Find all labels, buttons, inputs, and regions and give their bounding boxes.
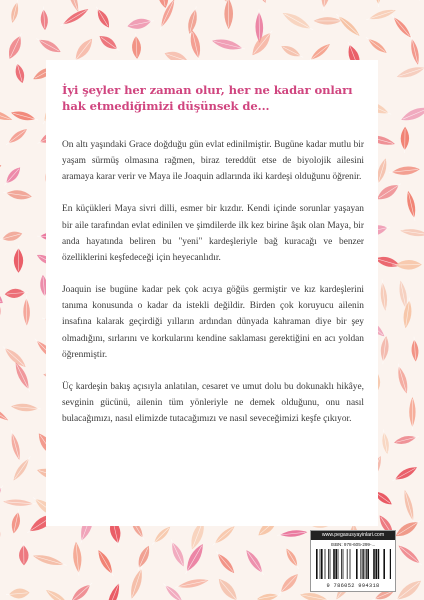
leaf-icon — [392, 577, 424, 600]
barcode-bar — [333, 549, 335, 579]
barcode-bar — [330, 549, 331, 579]
publisher-url: www.pegasusyayinlari.com — [311, 531, 395, 540]
barcode-bar — [350, 549, 351, 579]
barcode-bar — [321, 549, 323, 579]
leaf-icon — [44, 587, 73, 600]
leaf-icon — [93, 5, 112, 30]
leaf-icon — [0, 468, 2, 485]
barcode-bar — [347, 549, 348, 579]
leaf-icon — [69, 580, 95, 600]
leaf-icon — [391, 464, 419, 484]
leaf-icon — [131, 33, 141, 59]
leaf-icon — [92, 0, 123, 2]
leaf-icon — [0, 134, 2, 160]
isbn-text: ISBN: 978-605-299-... — [330, 542, 376, 547]
leaf-icon — [167, 538, 187, 568]
leaf-icon — [8, 429, 22, 460]
barcode-bar — [338, 549, 339, 579]
leaf-icon — [0, 581, 2, 600]
paragraph-3: Joaquin ise bugüne kadar pek çok acıya göğüs germiştir ve kız kardeşlerini tanıma konusunda o kadar da istekli değildir. Birden çok koruyucu ailenin insafına kalarak geçirdiği yılların ardından dünyada kahraman diye bir şey olmadığını, sırlarını ve korkularını kendine saklaması gerektiğini en acı yoldan öğrenmiştir. — [62, 285, 364, 360]
leaf-icon — [10, 508, 23, 534]
leaf-icon — [405, 190, 418, 221]
barcode-label — [310, 530, 396, 592]
barcode-bar — [367, 549, 369, 579]
paragraph-4: Üç kardeşin bakış açısıyla anlatılan, cesaret ve umut dolu bu dokunaklı hikâye, sevginin gücünü, ailenin tüm yönleriyle ne demek olduğunu, onu nasıl bulacağımızı, nasıl elimizde tutacağımızı ve nasıl seveceğimizi keşfe çıkıyor. — [62, 381, 364, 425]
leaf-icon — [399, 103, 424, 124]
leaf-icon — [379, 279, 388, 311]
leaf-icon — [186, 6, 200, 35]
barcode-bar — [328, 549, 329, 579]
leaf-icon — [11, 403, 42, 413]
leaf-icon — [104, 579, 123, 600]
leaf-icon — [396, 63, 424, 80]
barcode-digits: 9 786052 994318 — [326, 583, 380, 589]
leaf-icon — [400, 227, 424, 238]
leaf-icon — [128, 565, 146, 600]
leaf-icon — [134, 544, 152, 572]
barcode-bar — [362, 549, 363, 579]
leaf-icon — [34, 35, 62, 56]
leaf-icon — [97, 33, 122, 55]
leaf-icon — [150, 524, 172, 546]
leaf-icon — [392, 260, 422, 270]
leaf-icon — [364, 35, 388, 56]
leaf-icon — [63, 0, 81, 13]
barcode-bar — [383, 549, 385, 579]
leaf-icon — [319, 0, 332, 11]
leaf-icon — [281, 9, 316, 33]
leaf-icon — [380, 429, 390, 454]
leaf-icon — [256, 592, 281, 600]
leaf-icon — [374, 254, 404, 270]
headline: İyi şeyler her zaman olur, her ne kadar onları hak etmediğimizi düşünsek de... — [62, 83, 353, 114]
barcode-bar — [373, 549, 375, 579]
leaf-icon — [0, 229, 23, 243]
leaf-icon — [334, 12, 361, 38]
leaf-icon — [0, 161, 2, 177]
leaf-icon — [224, 0, 233, 29]
leaf-icon — [395, 363, 410, 395]
leaf-icon — [390, 13, 413, 39]
leaf-icon — [213, 549, 237, 575]
leaf-icon — [250, 0, 270, 4]
leaf-icon — [401, 0, 423, 3]
leaf-icon — [299, 591, 331, 600]
leaf-icon — [95, 548, 117, 578]
barcode-bar — [378, 549, 380, 579]
leaf-icon — [5, 31, 26, 60]
back-cover-text-panel — [46, 60, 378, 526]
barcode-bar — [360, 549, 361, 579]
leaf-icon — [0, 399, 10, 423]
leaf-icon — [4, 126, 29, 147]
barcode-bar — [365, 549, 366, 579]
paragraph-1: On altı yaşındaki Grace doğduğu gün evlat edinilmiştir. Bugüne kadar mutlu bir yaşam sürmüş olmasına rağmen, biraz tereddüt etse de biyolojik ailesini aramaya karar verir ve Maya ile Joaquin adlarında iki kardeşi olduğunu öğrenir. — [62, 139, 364, 183]
leaf-icon — [393, 433, 420, 446]
barcode-bar — [390, 549, 391, 579]
leaf-icon — [13, 60, 27, 84]
barcode-bar — [335, 549, 337, 579]
leaf-icon — [393, 517, 423, 540]
barcode-bar — [363, 549, 364, 579]
leaf-icon — [389, 165, 421, 176]
leaf-icon — [32, 552, 68, 569]
barcode-bar — [316, 549, 318, 579]
paragraph-2: En küçükleri Maya sivri dilli, esmer bir kızdır. Kendi içinde sorunlar yaşayan bir aile tarafından evlat edinilen ve şimdilerde ilk kez birine âşık olan Maya, bir anda hayatında beliren bu "yeni" kardeşleriyle bağ kuracağı ve benzer özelliklerini keşfedeceği için heyecanlıdır. — [62, 204, 364, 263]
barcode-bar — [375, 549, 377, 579]
leaf-icon — [161, 581, 184, 600]
leaf-icon — [6, 588, 30, 600]
leaf-icon — [2, 165, 23, 188]
barcode-icon — [315, 549, 391, 581]
leaf-icon — [0, 343, 28, 369]
leaf-icon — [59, 6, 90, 28]
leaf-icon — [374, 180, 403, 204]
leaf-icon — [3, 499, 36, 507]
leaf-icon — [23, 295, 30, 325]
leaf-icon — [40, 6, 49, 30]
leaf-icon — [284, 547, 302, 571]
leaf-icon — [396, 543, 424, 568]
leaf-icon — [280, 43, 305, 61]
leaf-icon — [276, 571, 301, 597]
leaf-icon — [11, 455, 33, 483]
leaf-icon — [188, 29, 203, 62]
leaf-icon — [0, 519, 2, 549]
leaf-icon — [10, 109, 39, 124]
leaf-icon — [3, 188, 33, 201]
leaf-icon — [211, 37, 246, 53]
leaf-icon — [0, 256, 1, 274]
leaf-icon — [4, 288, 28, 299]
leaf-icon — [400, 127, 409, 153]
leaf-icon — [243, 548, 266, 577]
leaf-icon — [19, 542, 29, 565]
leaf-icon — [0, 484, 5, 508]
leaf-icon — [0, 303, 4, 330]
leaf-icon — [379, 336, 390, 365]
leaf-icon — [211, 524, 237, 548]
barcode-bar — [341, 549, 342, 579]
barcode-bar — [325, 549, 326, 579]
leaf-icon — [0, 69, 1, 83]
leaf-icon — [0, 541, 2, 567]
leaf-icon — [277, 529, 308, 538]
leaf-icon — [126, 16, 154, 31]
leaf-icon — [174, 577, 209, 591]
leaf-icon — [215, 576, 242, 600]
leaf-icon — [409, 397, 415, 430]
barcode-bar — [366, 549, 367, 579]
leaf-icon — [408, 35, 421, 65]
leaf-icon — [0, 105, 13, 123]
leaf-icon — [9, 0, 20, 24]
leaf-icon — [411, 337, 420, 362]
leaf-icon — [157, 0, 177, 31]
leaf-icon — [14, 245, 23, 272]
leaf-icon — [0, 285, 6, 307]
leaf-icon — [402, 489, 417, 524]
barcode-bar — [356, 549, 358, 579]
leaf-icon — [72, 541, 83, 576]
leaf-icon — [374, 0, 382, 7]
barcode-bar — [343, 549, 344, 579]
barcode-bar — [320, 549, 321, 579]
